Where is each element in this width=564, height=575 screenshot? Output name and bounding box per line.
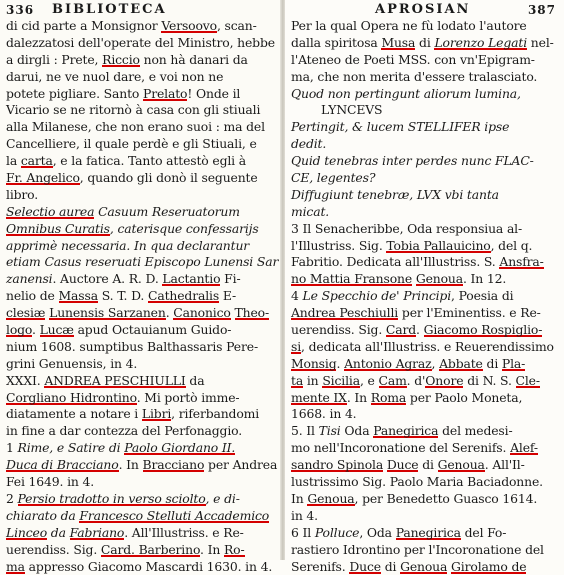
text-run: , per Benedetto Guasco 1614. <box>355 491 538 506</box>
text-line <box>6 525 278 542</box>
text-run: , caterisque confessarijs <box>110 221 259 236</box>
underlined-phrase: Ro- <box>224 542 245 557</box>
underlined-phrase: Fabriano <box>70 525 125 540</box>
text-run: Rime, e Satire di <box>18 440 125 455</box>
text-line <box>6 491 278 508</box>
text-line <box>6 440 278 457</box>
text-run: . In <box>119 457 143 472</box>
text-run: l'Illustriss. Sig. <box>291 238 386 253</box>
text-run: . In 12. <box>463 271 506 286</box>
text-run: . Mi portò imme- <box>137 390 240 405</box>
text-run: Fei 1649. in 4. <box>6 474 94 489</box>
text-line <box>6 356 278 373</box>
underlined-phrase: Versoovo <box>161 18 217 33</box>
text-run: , quando gli donò il seguente <box>80 170 258 185</box>
text-line <box>291 440 562 457</box>
text-line <box>6 322 278 339</box>
text-run: nel- <box>527 35 554 50</box>
text-line <box>6 238 278 255</box>
text-line <box>291 288 562 305</box>
underlined-phrase: Duce <box>387 457 419 472</box>
underlined-phrase: Roma <box>371 390 406 405</box>
text-run: apud Octauianum Guido- <box>74 322 232 337</box>
text-line <box>291 86 562 103</box>
text-run: diatamente a notare i <box>6 406 142 421</box>
text-line <box>6 305 278 322</box>
text-run: . <box>32 322 40 337</box>
text-line <box>6 457 278 474</box>
text-line <box>6 102 278 119</box>
underlined-phrase: Paolo Giordano II. <box>124 440 235 455</box>
underlined-phrase: Genoua <box>307 491 354 506</box>
text-run: 5. Il <box>291 423 319 438</box>
underlined-phrase: Ansfra- <box>499 254 543 269</box>
text-line <box>6 288 278 305</box>
text-line <box>291 18 562 35</box>
text-line <box>6 423 278 440</box>
text-line <box>291 119 562 136</box>
text-run: . Auctore A. R. D. <box>52 271 162 286</box>
text-run: rastiero Idrontino per l'Incoronatione del <box>291 542 544 557</box>
text-run: ma, che non merita d'essere tralasciato. <box>291 69 537 84</box>
text-run: Per la qual Opera ne fù lodato l'autore <box>291 18 527 33</box>
text-line <box>291 136 562 153</box>
text-line <box>291 474 562 491</box>
text-run: , e <box>360 373 379 388</box>
text-run: Oda <box>341 423 374 438</box>
text-line <box>291 373 562 390</box>
text-run: LYNCEVS <box>321 102 382 117</box>
text-line <box>291 35 562 52</box>
underlined-phrase: Sicilia <box>322 373 360 388</box>
text-line <box>6 271 278 288</box>
text-run: di <box>381 559 400 574</box>
underlined-phrase: Prelato <box>143 86 187 101</box>
underlined-phrase: Andrea Peschiulli <box>291 305 398 320</box>
text-run: potete pigliare. Santo <box>6 86 143 101</box>
left-page-number: 336 <box>6 2 34 19</box>
text-line <box>6 204 278 221</box>
underlined-phrase: Lucæ <box>40 322 74 337</box>
underlined-phrase: logo <box>6 322 32 337</box>
underlined-phrase: Bracciano <box>143 457 205 472</box>
text-line <box>291 102 562 119</box>
text-run: la <box>6 153 21 168</box>
text-line <box>6 390 278 407</box>
text-line <box>291 221 562 238</box>
underlined-phrase: Francesco Stelluti Accademico <box>79 508 269 523</box>
text-run: E- <box>219 288 236 303</box>
text-line <box>6 406 278 423</box>
text-run: 2 <box>6 491 18 506</box>
underlined-phrase: si <box>291 339 301 354</box>
text-line <box>6 559 278 575</box>
text-line <box>291 254 562 271</box>
text-run: a dirgli : Prete, <box>6 52 102 67</box>
text-run: . In <box>347 390 371 405</box>
text-run: Fabritio. Dedicata all'Illustriss. S. <box>291 254 499 269</box>
text-line <box>291 457 562 474</box>
text-run: di <box>418 457 437 472</box>
text-run: S. T. D. <box>98 288 148 303</box>
underlined-phrase: Tobia Pallauicino <box>386 238 490 253</box>
text-run: per Andrea <box>204 457 277 472</box>
underlined-phrase: Duce <box>349 559 381 574</box>
text-run: in fine a dar contezza del Perfonaggio. <box>6 423 242 438</box>
text-run: libro. <box>6 187 38 202</box>
underlined-phrase: carta <box>21 153 53 168</box>
text-run <box>231 305 235 320</box>
text-run: Fi- <box>220 271 240 286</box>
text-line <box>291 305 562 322</box>
text-run: Quod non pertingunt aliorum lumina, <box>291 86 521 101</box>
text-line <box>6 373 278 390</box>
right-page-number: 387 <box>528 2 556 19</box>
underlined-phrase: Genoua <box>438 457 485 472</box>
text-run: l'Ateneo de Poeti MSS. con vn'Epigram- <box>291 52 535 67</box>
text-run: Quid tenebras inter perdes nunc FLAC- <box>291 153 534 168</box>
text-run: etiam Casus reseruati Episcopo Lunensi Sar <box>6 254 278 269</box>
underlined-phrase: Cle- <box>516 373 540 388</box>
underlined-phrase: Genoua <box>416 271 463 286</box>
text-run: micat. <box>291 204 329 219</box>
text-run: CE, legentes? <box>291 170 375 185</box>
underlined-phrase: Abbate <box>439 356 483 371</box>
text-run: Tisi <box>319 423 341 438</box>
text-run: in <box>303 373 322 388</box>
underlined-phrase: Duca di Bracciano <box>6 457 119 472</box>
text-run: . In <box>200 542 224 557</box>
text-line <box>291 356 562 373</box>
text-run: XXXI. <box>6 373 44 388</box>
underlined-phrase: Panegirica <box>396 525 461 540</box>
text-run: , Oda <box>359 525 395 540</box>
right-head-title: APROSIAN <box>375 2 470 19</box>
underlined-phrase: Musa <box>381 35 415 50</box>
text-line <box>291 271 562 288</box>
left-running-head <box>0 0 282 18</box>
text-run: 1668. in 4. <box>291 406 356 421</box>
text-line <box>291 406 562 423</box>
left-page <box>0 0 282 560</box>
text-run: Vicario se ne ritornò à casa con gli stiuali <box>6 102 260 117</box>
text-run: , scan- <box>217 18 257 33</box>
text-line <box>6 221 278 238</box>
right-page-text <box>285 18 564 575</box>
text-run: per Paolo Moneta, <box>406 390 522 405</box>
text-line <box>6 170 278 187</box>
underlined-phrase: Lunensis Sarzanen <box>49 305 166 320</box>
underlined-phrase: Cathedralis <box>148 288 219 303</box>
text-run: 6 Il <box>291 525 315 540</box>
text-run: Casuum Reseruatorum <box>94 204 240 219</box>
text-run: di N. S. <box>463 373 515 388</box>
text-line <box>291 525 562 542</box>
underlined-phrase: mente IX <box>291 390 347 405</box>
text-run: di <box>483 356 502 371</box>
underlined-phrase: Giacomo Rospiglio- <box>424 322 543 337</box>
text-run: zanensi <box>6 271 52 286</box>
text-run: 4 <box>291 288 303 303</box>
underlined-phrase: no Mattia Fransone <box>291 271 412 286</box>
underlined-phrase: Lactantio <box>162 271 220 286</box>
left-head-title: BIBLIOTECA <box>52 2 167 19</box>
text-run: nium 1608. sumptibus Balthassaris Pere- <box>6 339 258 354</box>
text-line <box>291 423 562 440</box>
underlined-phrase: ANDREA PESCHIULLI <box>44 373 185 388</box>
underlined-phrase: ma <box>6 559 25 574</box>
text-run: darui, ne ve nuol dare, e voi non ne <box>6 69 223 84</box>
text-line <box>291 322 562 339</box>
text-run: . All'Il- <box>485 457 525 472</box>
text-run: , dedicata all'Illustriss. e Reuerendissimo <box>301 339 554 354</box>
underlined-phrase: Omnibus Curatis <box>6 221 110 236</box>
underlined-phrase: Canonico <box>173 305 230 320</box>
underlined-phrase: Linceo <box>6 525 47 540</box>
underlined-phrase: Massa <box>59 288 98 303</box>
text-run: ! Onde il <box>187 86 240 101</box>
underlined-phrase: ta <box>291 373 303 388</box>
text-line <box>6 18 278 35</box>
text-run: dalezzatosi dell'operate del Ministro, hebbe <box>6 35 275 50</box>
underlined-phrase: Girolamo de <box>451 559 526 574</box>
text-line <box>6 339 278 356</box>
text-run: da <box>186 373 205 388</box>
text-line <box>291 238 562 255</box>
text-run: non hà danari da <box>140 52 248 67</box>
text-run: Cancelliere, il quale perdè e gli Stiuali, e <box>6 136 257 151</box>
text-run: chiarato da <box>6 508 79 523</box>
text-run: , del q. <box>491 238 533 253</box>
underlined-phrase: Cam <box>379 373 407 388</box>
text-line <box>291 69 562 86</box>
underlined-phrase: Fr. Angelico <box>6 170 80 185</box>
text-line <box>291 559 562 575</box>
text-run: di <box>415 35 434 50</box>
text-run: lustrissimo Sig. Paolo Maria Baciadonne. <box>291 474 543 489</box>
text-line <box>291 204 562 221</box>
underlined-phrase: sandro Spinola <box>291 457 383 472</box>
underlined-phrase: Riccio <box>102 52 140 67</box>
text-line <box>6 35 278 52</box>
text-run: di cid parte a Monsignor <box>6 18 161 33</box>
text-run: Diffugiunt tenebræ, LVX vbi tanta <box>291 187 499 202</box>
text-run: appresso Giacomo Mascardi 1630. in 4. <box>25 559 272 574</box>
text-run: 1 <box>6 440 18 455</box>
text-line <box>291 187 562 204</box>
text-line <box>6 508 278 525</box>
text-run: grini Genuensis, in 4. <box>6 356 137 371</box>
text-run: da <box>47 525 70 540</box>
text-run: , Poesia di <box>451 288 513 303</box>
right-page <box>285 0 564 560</box>
underlined-phrase: Card. Barberino <box>101 542 200 557</box>
text-run: , e la fatica. Tanto attestò egli à <box>53 153 246 168</box>
underlined-phrase: Card <box>386 322 416 337</box>
underlined-phrase: Selectio aurea <box>6 204 94 219</box>
text-run: per l'Eminentiss. e Re- <box>398 305 541 320</box>
underlined-phrase: Alef- <box>510 440 538 455</box>
text-run: nelio de <box>6 288 59 303</box>
underlined-phrase: Antonio Agraz <box>344 356 431 371</box>
underlined-phrase: Monsig <box>291 356 336 371</box>
text-line <box>6 52 278 69</box>
text-line <box>291 542 562 559</box>
text-run: . <box>336 356 344 371</box>
text-line <box>291 491 562 508</box>
underlined-phrase: Persio tradotto in verso sciolto <box>18 491 206 506</box>
text-line <box>6 119 278 136</box>
text-run: . d' <box>407 373 426 388</box>
text-run: . <box>416 322 424 337</box>
text-run: dalla spiritosa <box>291 35 381 50</box>
text-line <box>6 187 278 204</box>
text-line <box>291 339 562 356</box>
text-run: Polluce <box>315 525 359 540</box>
underlined-phrase: Genoua <box>400 559 447 574</box>
underlined-phrase: Panegirica <box>373 423 438 438</box>
text-run: , e di- <box>206 491 240 506</box>
text-line <box>6 254 278 271</box>
text-run: Pertingit, & lucem STELLIFER ipse <box>291 119 509 134</box>
text-line <box>291 390 562 407</box>
underlined-phrase: clesiæ <box>6 305 45 320</box>
text-line <box>6 153 278 170</box>
underlined-phrase: Corgliano Hidrontino <box>6 390 137 405</box>
text-run: alla Milanese, che non erano suoi : ma del <box>6 119 265 134</box>
text-run: , <box>432 356 440 371</box>
text-run: mo nell'Incoronatione del Serenifs. <box>291 440 510 455</box>
text-run: del Fo- <box>461 525 506 540</box>
left-page-text <box>0 18 282 575</box>
text-run: . All'Illustriss. e Re- <box>124 525 243 540</box>
text-run: Le Specchio de' Principi <box>303 288 451 303</box>
text-run: del medesi- <box>438 423 512 438</box>
underlined-phrase: Libri <box>142 406 171 421</box>
text-run: In <box>291 491 307 506</box>
text-line <box>291 153 562 170</box>
text-run: 3 Il Senacheribbe, Oda responsiua al- <box>291 221 522 236</box>
text-run: uerendiss. Sig. <box>6 542 101 557</box>
text-line <box>6 69 278 86</box>
text-line <box>6 136 278 153</box>
text-line <box>6 542 278 559</box>
text-run: apprimè necessaria. In qua declarantur <box>6 238 249 253</box>
text-line <box>291 508 562 525</box>
right-running-head <box>285 0 564 18</box>
text-run: uerendiss. Sig. <box>291 322 386 337</box>
text-run: in 4. <box>291 508 318 523</box>
text-run: , riferbandomi <box>171 406 259 421</box>
text-line <box>6 86 278 103</box>
underlined-phrase: Lorenzo Legati <box>434 35 527 50</box>
text-line <box>6 474 278 491</box>
text-run: dedit. <box>291 136 326 151</box>
text-line <box>291 52 562 69</box>
underlined-phrase: Pla- <box>502 356 525 371</box>
text-run: . <box>166 305 174 320</box>
text-run: Serenifs. <box>291 559 349 574</box>
text-line <box>291 170 562 187</box>
underlined-phrase: Theo- <box>235 305 269 320</box>
underlined-phrase: Onore <box>425 373 463 388</box>
